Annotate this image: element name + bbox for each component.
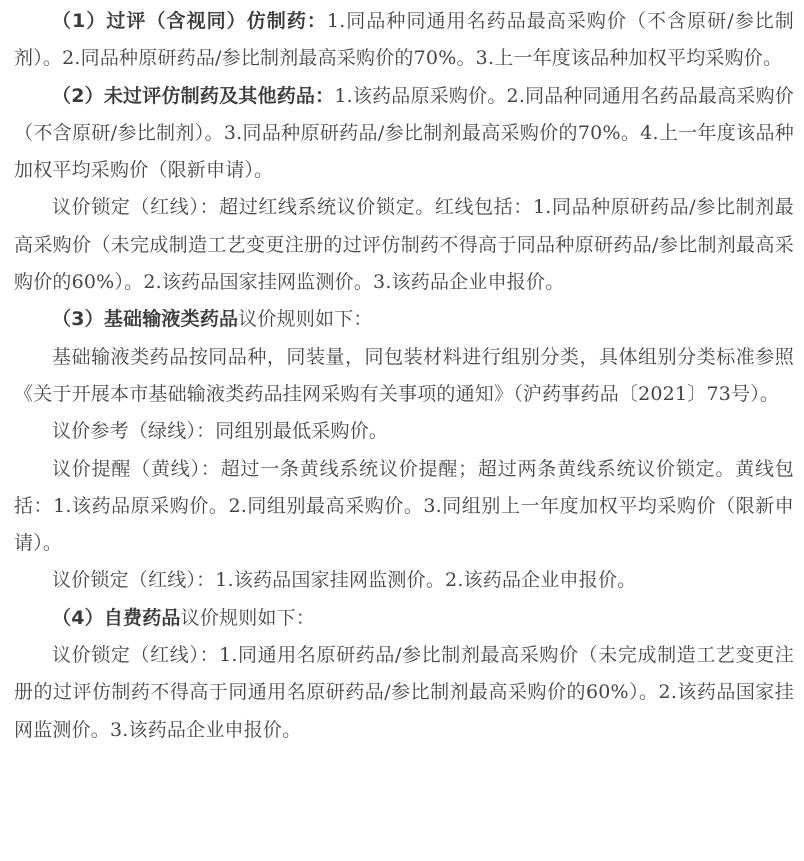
heading-self-paid: （4）自费药品 — [52, 606, 181, 629]
paragraph-9 — [14, 600, 794, 637]
heading-basic-infusion: （3）基础输液类药品 — [52, 308, 239, 331]
paragraph-text: 议价锁定（红线）：1.同通用名原研药品/参比制剂最高采购价（未完成制造工艺变更注册的过评仿制药不得高于同通用名原研药品/参比制剂最高采购价的60%）。2.该药品国家挂网监测价。3.该药品企业申报价。 — [14, 644, 794, 741]
paragraph-text: 议价规则如下： — [180, 606, 316, 629]
heading-generic-evaluated: （1）过评（含视同）仿制药： — [52, 10, 327, 32]
paragraph-5 — [14, 339, 794, 414]
paragraph-text: 议价规则如下： — [238, 308, 373, 331]
paragraph-6 — [14, 413, 794, 450]
paragraph-7 — [14, 451, 794, 563]
paragraph-text: 议价锁定（红线）：1.该药品国家挂网监测价。2.该药品企业申报价。 — [52, 569, 637, 592]
heading-generic-not-evaluated: （2）未过评仿制药及其他药品： — [52, 84, 335, 107]
paragraph-text: 1.同品种同通用名药品最高采购价（不含原研/参比制剂）。2.同品种原研药品/参比制剂最高采购价的70%。3.上一年度该品种加权平均采购价。 — [14, 10, 794, 70]
paragraph-8 — [14, 562, 794, 599]
paragraph-2 — [14, 78, 794, 190]
paragraph-1 — [14, 3, 794, 78]
paragraph-text: 议价锁定（红线）：超过红线系统议价锁定。红线包括：1.同品种原研药品/参比制剂最高采购价（未完成制造工艺变更注册的过评仿制药不得高于同品种原研药品/参比制剂最高采购价的60%）。2.该药品国家挂网监测价。3.该药品企业申报价。 — [14, 196, 794, 294]
paragraph-3 — [14, 189, 794, 301]
paragraph-text: 议价参考（绿线）：同组别最低采购价。 — [52, 420, 389, 443]
paragraph-text: 议价提醒（黄线）：超过一条黄线系统议价提醒；超过两条黄线系统议价锁定。黄线包括：1.该药品原采购价。2.同组别最高采购价。3.同组别上一年度加权平均采购价（限新申请）。 — [14, 457, 794, 555]
paragraph-10 — [14, 637, 794, 749]
paragraph-4 — [14, 301, 794, 338]
paragraph-text: 基础输液类药品按同品种，同装量，同包装材料进行组别分类，具体组别分类标准参照《关于开展本市基础输液类药品挂网采购有关事项的通知》（沪药事药品〔2021〕73号）。 — [14, 345, 794, 405]
paragraph-text: 1.该药品原采购价。2.同品种同通用名药品最高采购价（不含原研/参比制剂）。3.同品种原研药品/参比制剂最高采购价的70%。4.上一年度该品种加权平均采购价（限新申请）。 — [14, 84, 794, 182]
